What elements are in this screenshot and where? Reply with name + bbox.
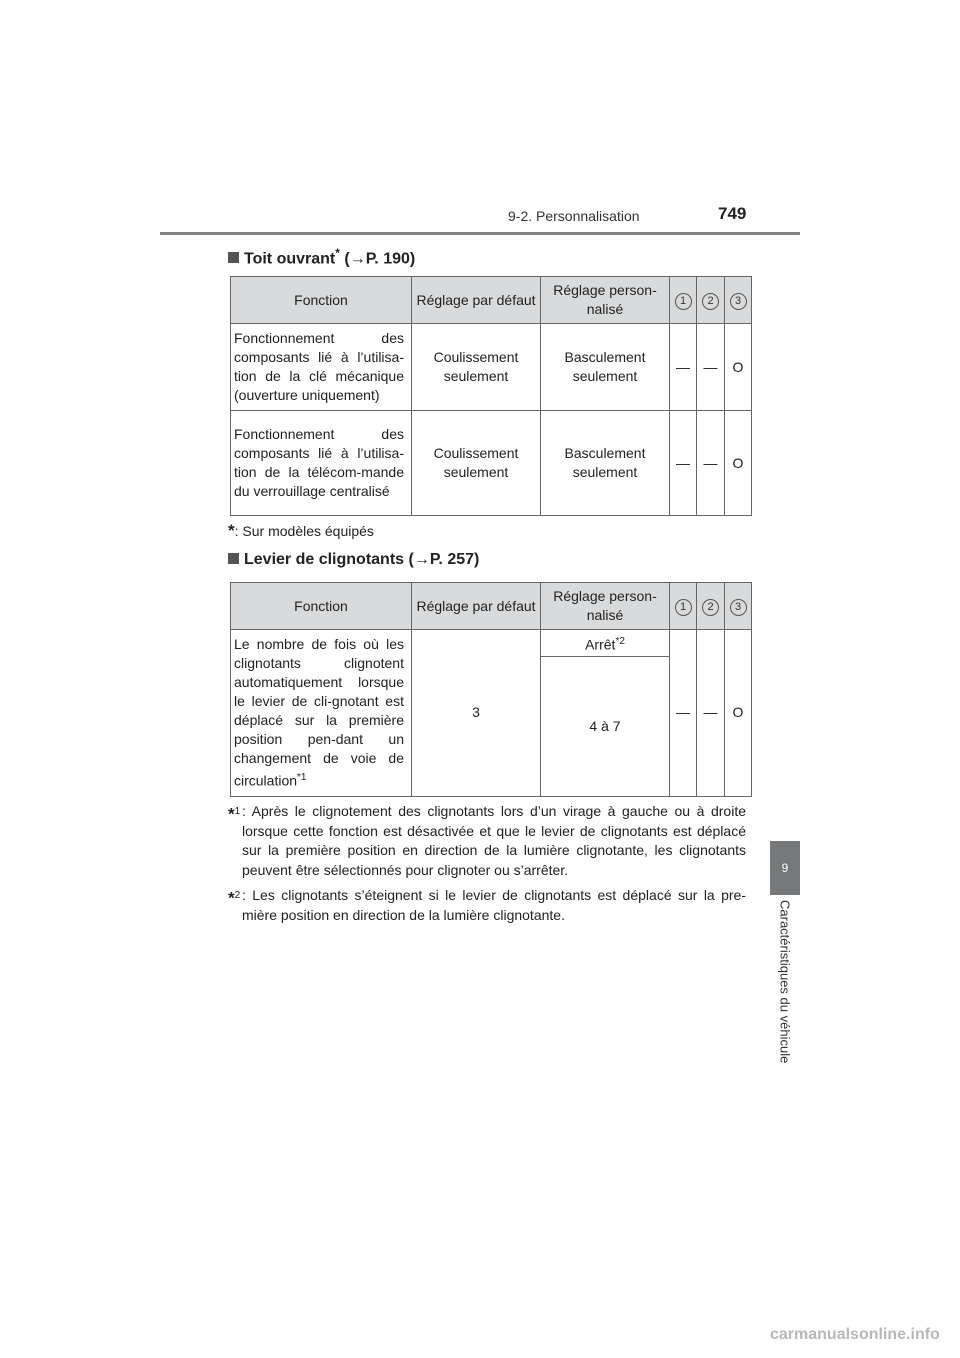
col-header-custom: Réglage person-nalisé bbox=[541, 583, 670, 630]
col-header-3 bbox=[725, 277, 752, 324]
circled-number-1-icon: 1 bbox=[675, 599, 692, 616]
col-header-fonction: Fonction bbox=[231, 583, 412, 630]
cell-custom-off: Arrêt$^{*2}$ bbox=[541, 630, 670, 657]
footnote-text: : Après le clignotement des clignotants lors d’un virage à gauche ou à droite lorsque cette fonction est désactivée et que le levier de clignotants est déplacé sur la première position en direction de la lumière clignotante, les clignotants peuvent être sélectionnés pour clignoter ou s’arrêter. bbox=[242, 803, 746, 878]
cell-custom-range: 4 à 7 bbox=[541, 657, 670, 796]
cell-2: — bbox=[697, 324, 725, 411]
col-header-1 bbox=[670, 277, 697, 324]
col-header-custom: Réglage person-nalisé bbox=[541, 277, 670, 324]
table-row bbox=[231, 324, 752, 411]
cell-3: O bbox=[725, 630, 752, 797]
watermark: carmanualsonline.info bbox=[770, 1326, 940, 1343]
cell-1: — bbox=[670, 411, 697, 516]
footnote-mark: *: Sur modèles équipés bbox=[228, 521, 374, 540]
col-header-fonction: Fonction bbox=[231, 277, 412, 324]
circled-number-3-icon: 3 bbox=[730, 293, 747, 310]
col-header-2 bbox=[697, 583, 725, 630]
running-header: 9-2. Personnalisation bbox=[508, 208, 640, 224]
col-header-default: Réglage par défaut bbox=[412, 583, 541, 630]
table-header-row bbox=[231, 583, 752, 630]
turn-signal-settings-table bbox=[230, 582, 752, 797]
sunroof-settings-table bbox=[230, 276, 752, 516]
footnote-1 bbox=[228, 802, 748, 882]
circled-number-1-icon: 1 bbox=[675, 293, 692, 310]
cell-custom: Basculement seulement bbox=[541, 324, 670, 411]
section-title-text: Toit ouvrant bbox=[244, 250, 336, 268]
cell-1: — bbox=[670, 630, 697, 797]
cell-fonction: Le nombre de fois où les clignotants clignotent automatiquement lorsque le levier de cli-gnotant est déplacé sur la première position pen-dant un changement de voie de circulation$^{*1}$ bbox=[231, 630, 412, 797]
footnote-2 bbox=[228, 886, 748, 928]
header-rule bbox=[160, 232, 800, 235]
table-row bbox=[231, 630, 752, 657]
col-header-2 bbox=[697, 277, 725, 324]
cell-2: — bbox=[697, 630, 725, 797]
footnote-sunroof bbox=[228, 521, 748, 543]
col-header-3 bbox=[725, 583, 752, 630]
square-bullet-icon bbox=[228, 252, 239, 263]
col-header-1 bbox=[670, 583, 697, 630]
cell-default: 3 bbox=[412, 630, 541, 797]
cell-1: — bbox=[670, 324, 697, 411]
footnote-mark: *$^1$ bbox=[228, 804, 241, 824]
section-title-sunroof bbox=[228, 246, 415, 268]
circled-number-2-icon: 2 bbox=[702, 293, 719, 310]
cell-3: O bbox=[725, 324, 752, 411]
cell-2: — bbox=[697, 411, 725, 516]
footnote-ref-1: *1 bbox=[297, 772, 307, 783]
footnote-ref-2: *2 bbox=[615, 635, 625, 647]
col-header-default: Réglage par défaut bbox=[412, 277, 541, 324]
table-header-row bbox=[231, 277, 752, 324]
asterisk-mark: * bbox=[335, 246, 340, 260]
square-bullet-icon bbox=[228, 553, 239, 564]
table-row bbox=[231, 411, 752, 516]
cell-custom: Basculement seulement bbox=[541, 411, 670, 516]
footnote-text: : Les clignotants s’éteignent si le levier de clignotants est déplacé sur la pre-mière position en direction de la lumière clignotante. bbox=[242, 887, 746, 923]
footnote-mark: *$^2$ bbox=[228, 888, 241, 908]
chapter-tab: 9 bbox=[770, 841, 800, 895]
page-number: 749 bbox=[718, 204, 747, 223]
chapter-label-text: Caractéristiques du véhicule bbox=[777, 900, 793, 1064]
cell-fonction: Fonctionnement des composants lié à l’utilisa-tion de la télécom-mande du verrouillage centralisé bbox=[231, 411, 412, 516]
circled-number-3-icon: 3 bbox=[730, 599, 747, 616]
section-title-turn-signal bbox=[228, 551, 479, 569]
circled-number-2-icon: 2 bbox=[702, 599, 719, 616]
footnote-text: : Sur modèles équipés bbox=[234, 523, 374, 539]
section-title-text: Levier de clignotants (→P. 257) bbox=[244, 551, 480, 568]
cell-default: Coulissement seulement bbox=[412, 411, 541, 516]
cell-fonction: Fonctionnement des composants lié à l’utilisa-tion de la clé mécanique (ouverture uniquement) bbox=[231, 324, 412, 411]
page-reference-link[interactable]: (→P. 190) bbox=[339, 250, 416, 268]
cell-default: Coulissement seulement bbox=[412, 324, 541, 411]
cell-3: O bbox=[725, 411, 752, 516]
